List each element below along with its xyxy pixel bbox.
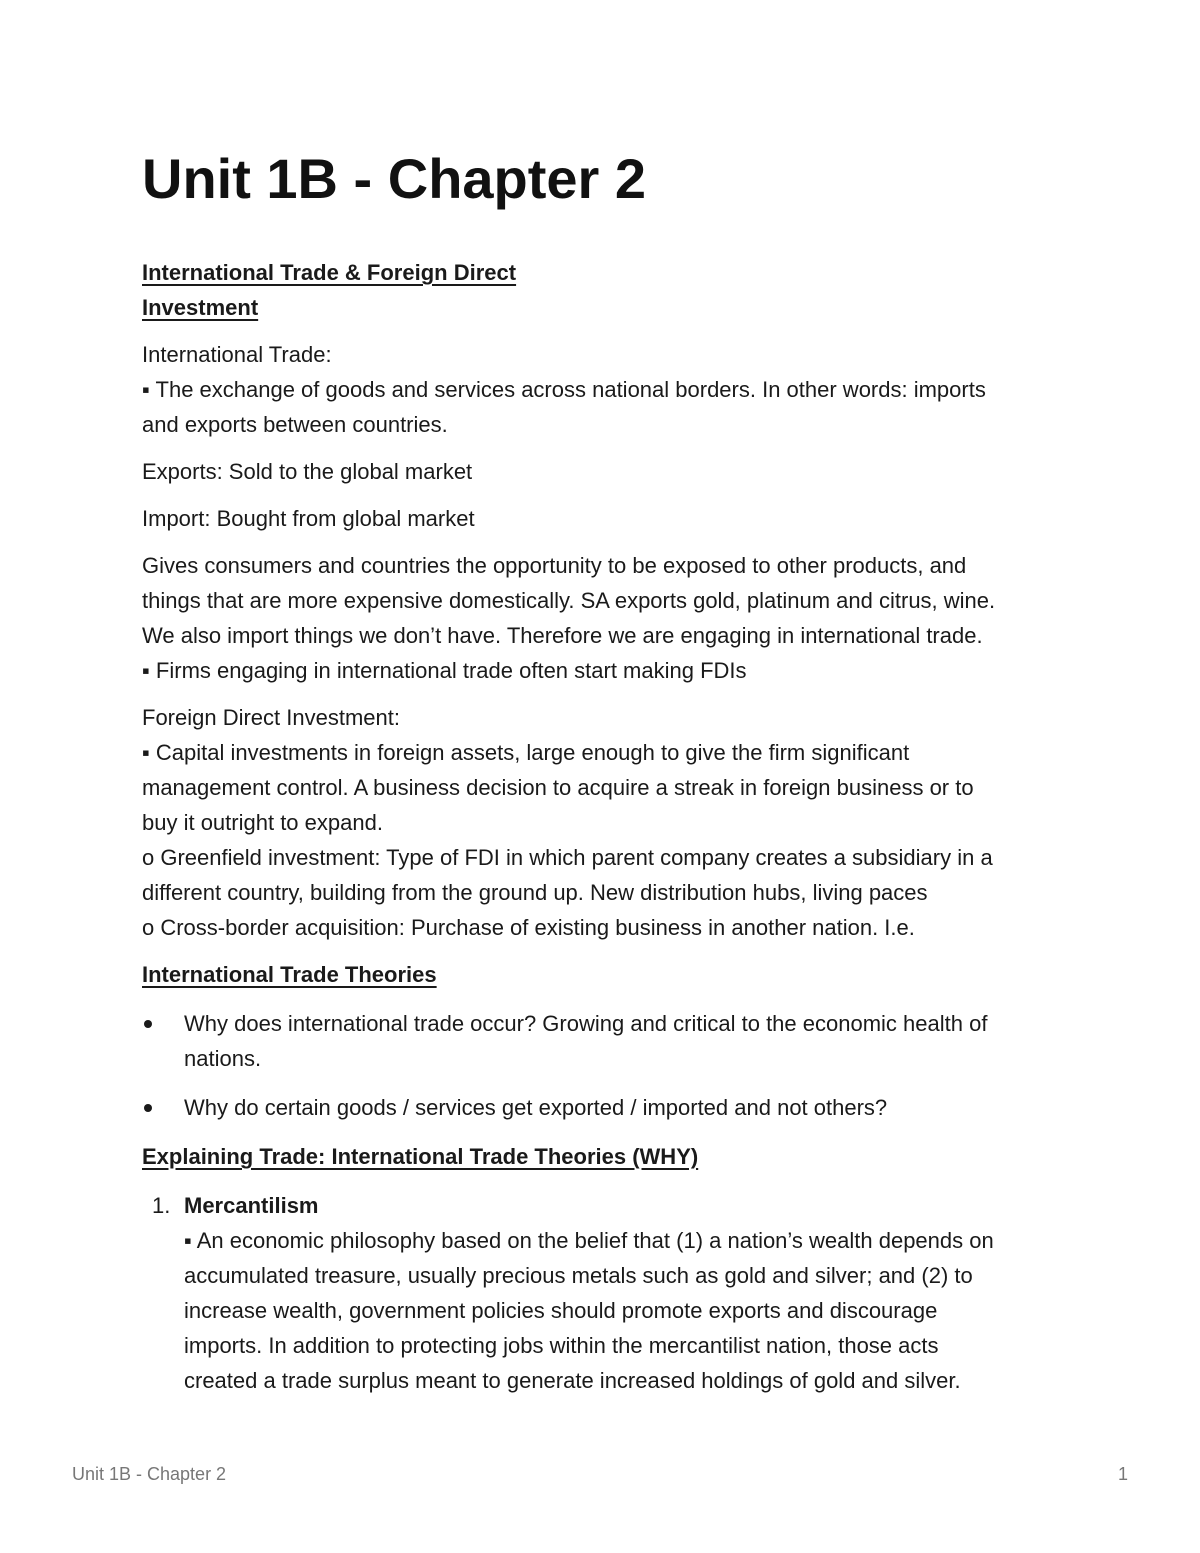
page-title: Unit 1B - Chapter 2 bbox=[142, 147, 647, 210]
intl-trade-def-line2: and exports between countries. bbox=[142, 412, 448, 437]
explaining-trade-heading: Explaining Trade: International Trade Theories (WHY) bbox=[142, 1144, 699, 1169]
section-heading-line1: International Trade & Foreign Direct bbox=[142, 260, 517, 285]
bullet-1-line1: Why does international trade occur? Growing and critical to the economic health of bbox=[184, 1011, 988, 1036]
mercantilism-line2: accumulated treasure, usually precious metals such as gold and silver; and (2) to bbox=[184, 1263, 973, 1288]
bullet-2-line1: Why do certain goods / services get exported / imported and not others? bbox=[184, 1095, 888, 1120]
gives-line1: Gives consumers and countries the opportunity to be exposed to other products, and bbox=[142, 553, 967, 578]
list-item bbox=[142, 1006, 1072, 1076]
list-item bbox=[142, 1090, 1072, 1125]
section-heading-line2: Investment bbox=[142, 295, 259, 320]
fdi-line2: management control. A business decision to acquire a streak in foreign business or to bbox=[142, 775, 974, 800]
fdi-line1: ▪ Capital investments in foreign assets, large enough to give the firm significant bbox=[142, 740, 910, 765]
fdi-line6: o Cross-border acquisition: Purchase of existing business in another nation. I.e. bbox=[142, 915, 915, 940]
fdi-line3: buy it outright to expand. bbox=[142, 810, 383, 835]
fdi-label: Foreign Direct Investment: bbox=[142, 705, 400, 730]
fdi-line5: different country, building from the ground up. New distribution hubs, living paces bbox=[142, 880, 928, 905]
footer-title: Unit 1B - Chapter 2 bbox=[72, 1464, 227, 1484]
theories-numbered-list bbox=[142, 1188, 1072, 1398]
intl-trade-def-line1: ▪ The exchange of goods and services across national borders. In other words: imports bbox=[142, 377, 986, 402]
theories-bullet-list bbox=[142, 1006, 1072, 1125]
exports-line: Exports: Sold to the global market bbox=[142, 459, 473, 484]
gives-line3: We also import things we don’t have. Therefore we are engaging in international trade. bbox=[142, 623, 983, 648]
gives-line4: ▪ Firms engaging in international trade often start making FDIs bbox=[142, 658, 747, 683]
intl-trade-label: International Trade: bbox=[142, 342, 332, 367]
footer-page-number: 1 bbox=[1118, 1464, 1129, 1484]
import-line: Import: Bought from global market bbox=[142, 506, 475, 531]
fdi-line4: o Greenfield investment: Type of FDI in which parent company creates a subsidiary in a bbox=[142, 845, 993, 870]
item-number: 1. bbox=[152, 1193, 171, 1218]
mercantilism-title: Mercantilism bbox=[184, 1193, 319, 1218]
mercantilism-line5: created a trade surplus meant to generate increased holdings of gold and silver. bbox=[184, 1368, 961, 1393]
bullet-1-line2: nations. bbox=[184, 1046, 262, 1071]
gives-line2: things that are more expensive domestically. SA exports gold, platinum and citrus, wine. bbox=[142, 588, 996, 613]
mercantilism-line4: imports. In addition to protecting jobs within the mercantilist nation, those acts bbox=[184, 1333, 939, 1358]
theories-heading: International Trade Theories bbox=[142, 962, 437, 987]
section-intl-trade-fdi bbox=[142, 255, 1072, 1398]
list-item bbox=[142, 1188, 1072, 1398]
mercantilism-line1: ▪ An economic philosophy based on the belief that (1) a nation’s wealth depends on bbox=[184, 1228, 994, 1253]
mercantilism-line3: increase wealth, government policies should promote exports and discourage bbox=[184, 1298, 938, 1323]
